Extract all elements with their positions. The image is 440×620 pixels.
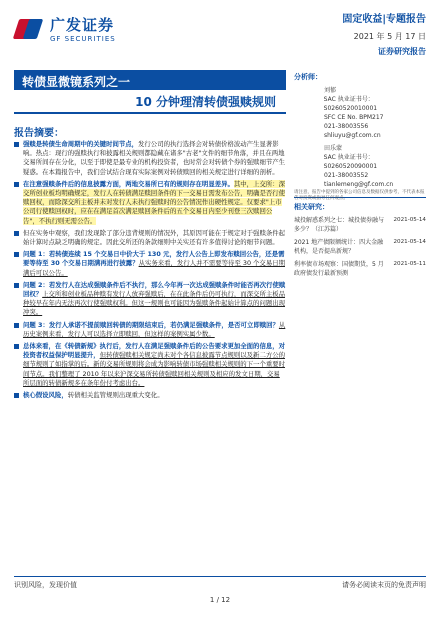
analyst-block xyxy=(294,86,426,140)
paragraph-text: 其中，上交所：深交所创业板均明确规定，发行人在转债满足赎回条件的下一交易日需发布公告，明确是否行使赎回权，而除深交所主板并未对发行人未执行强赎时的公告情况作出硬性规定。仅要求"上市公司行使赎回权时，应在在满足首次满足赎回条件后的五个交易日内至少刊登三次赎回公告"，不执行则无需公告。 xyxy=(23,179,286,225)
related-item[interactable] xyxy=(294,238,426,256)
analysts-heading: 分析师： xyxy=(294,73,322,81)
related-title: 城投解惑系列之七：城投债券融与多少？（江苏篇） xyxy=(294,217,385,233)
report-category: 固定收益|专题报告 xyxy=(342,14,426,25)
related-date: 2021-05-11 xyxy=(393,261,426,267)
analyst-name: 刘郁 xyxy=(324,87,337,94)
footer-disclaimer: 请务必阅读末页的免责声明 xyxy=(342,581,426,589)
related-heading: 相关研究： xyxy=(294,203,329,211)
square-bullet-icon xyxy=(14,182,19,187)
sidebar xyxy=(294,72,426,282)
related-date: 2021-05-14 xyxy=(393,217,426,223)
paragraph-text: 从实务来看，发行人并不需要等待至 30 个交易日期满后可以公告。 xyxy=(23,259,285,277)
summary-paragraph xyxy=(14,250,286,278)
summary-paragraph xyxy=(14,140,286,177)
analyst-block xyxy=(294,144,426,189)
paragraph-lead: 总体来看，在《转债新规》执行后，发行人在满足强赎条件后的公告要求更加全面的信息，对投资者权益保护明显提升， xyxy=(23,342,286,360)
paragraph-lead: 问题 1：若转债连续 15 个交易日中价大于 130 元，发行人公告上即发布赎回公告，还是需要等待至 30 个交易日期满再进行披露？ xyxy=(23,250,285,268)
analyst-sfc: SFC CE No. BPM217 xyxy=(324,114,384,121)
analyst-email[interactable]: shliuyu@gf.com.cn xyxy=(324,132,381,139)
summary-heading: 报告摘要： xyxy=(14,128,64,139)
analyst-phone: 021-38003552 xyxy=(324,172,369,179)
related-title: 2021 地产债限额统计：四大金融机构，是否提出新规？ xyxy=(294,239,384,255)
related-item[interactable] xyxy=(294,260,426,278)
footer-slogan: 识别风险，发现价值 xyxy=(14,581,77,589)
brand-logo xyxy=(14,14,116,43)
report-date: 2021 年 5 月 17 日 xyxy=(353,32,426,41)
footer-divider xyxy=(14,576,426,577)
paragraph-lead: 核心假设风险， xyxy=(23,391,68,400)
paragraph-text: 转债相关监管规则出现重大变化。 xyxy=(67,391,164,400)
summary-paragraph xyxy=(14,342,286,388)
analyst-cert: SAC 执业证书号：S0260520090001 xyxy=(323,154,378,170)
title-divider xyxy=(14,112,286,114)
square-bullet-icon xyxy=(14,344,19,349)
report-subtitle: 10 分钟理清转债强赎规则 xyxy=(135,95,276,109)
paragraph-text: 发行公司的执行选择会对转债价格波动产生显著影响。热点：现行的强赎执行和披露相关规则都隐藏在诸多"古老"文件的细节角落，并且在两地交易所间存在分化，以至于即使是最专业的机构投资者，也时常会对转债个券的强赎细节产生疑惑。在本篇报告中，我们尝试结合现有实际案例对转债赎回的相关规定进行详细的剖析。 xyxy=(23,140,286,176)
page-number: 1 / 12 xyxy=(209,596,231,604)
summary-paragraph xyxy=(14,229,286,247)
report-type: 证券研究报告 xyxy=(378,47,426,56)
paragraph-lead: 在注意强赎条件后的信息披露方面，两地交易所已有的规则存在明显差异。 xyxy=(23,179,234,188)
square-bullet-icon xyxy=(14,231,19,236)
summary-paragraph xyxy=(14,391,286,400)
paragraph-lead: 强赎是转债生命周期中的关键时间节点， xyxy=(23,140,139,148)
analyst-cert: SAC 执业证书号：S0260520010001 xyxy=(323,96,378,112)
summary-body xyxy=(14,140,286,403)
summary-paragraph xyxy=(14,180,286,226)
paragraph-text: 但转债强赎相关规定尚未对个各信息披露节点规则以及新二方公的细节规则了如指掌的后。新的交易所规则将会成为影响转债市场强赎相关规则的下一个重要时间节点。我们整理了 2010 年以来沪深交易所转债强赎回相关规则及相应的发文日期，交易所层面的转债新规多在条年份付考虑出台。 xyxy=(23,351,286,387)
paragraph-lead: 问题 3：发行人承诺不提前赎回转债的期限结束后，若仍满足强赎条件，是否可立即赎回？ xyxy=(23,320,279,329)
square-bullet-icon xyxy=(14,252,19,257)
paragraph-lead: 问题 2：若发行人在达成强赎条件后不执行，那么今年再一次达成强赎条件时能否再次行使赎回权？ xyxy=(23,280,286,299)
report-header xyxy=(0,0,440,66)
square-bullet-icon xyxy=(14,393,19,398)
paragraph-text: 但在实务中观察，我们发现除了部分违背规则的情况外，其原因可能在于规定对于强赎条件起始计算时点缺乏明确的规定。因此交所还的条款细则中关实还有许多值得讨论的细节问题。 xyxy=(23,228,286,247)
paragraph-text: 从历史案例来看，发行人可以选择立即赎回，但这样的案例实属少数。 xyxy=(23,320,286,338)
brand-logo-icon xyxy=(14,15,44,43)
analyst-name: 田乐蒙 xyxy=(324,145,343,152)
summary-paragraph xyxy=(14,321,286,339)
analyst-phone: 021-38003556 xyxy=(324,123,369,130)
sidebar-disclaimer: 请注意，报告中提到的各家公司信息及数据仅供参考，不代表本报告对投资或指导任何观点。 xyxy=(294,190,425,201)
summary-paragraph xyxy=(14,281,286,318)
square-bullet-icon xyxy=(14,142,19,147)
brand-name-cn: 广发证券 xyxy=(50,16,115,34)
related-title: 利率债市场观察：国债期货，5 月政府债发行最新预测 xyxy=(294,261,384,277)
related-item[interactable] xyxy=(294,216,426,234)
square-bullet-icon xyxy=(14,323,19,328)
brand-name-en: GF SECURITIES xyxy=(50,35,116,43)
related-date: 2021-05-14 xyxy=(393,239,426,245)
paragraph-text: 上交所和创业板品种赎有发行人放弃强赎后，在在此条件后仍可执行，而深交所主板品种较早在年内无法再次行使强赎权利。但这一规则也可能因为强赎条件起始计算点的问题出现冲突。 xyxy=(23,290,286,317)
report-title: 转债显微镜系列之一 xyxy=(14,70,286,90)
analyst-email[interactable]: tianlemeng@gf.com.cn xyxy=(324,181,394,188)
square-bullet-icon xyxy=(14,283,19,288)
